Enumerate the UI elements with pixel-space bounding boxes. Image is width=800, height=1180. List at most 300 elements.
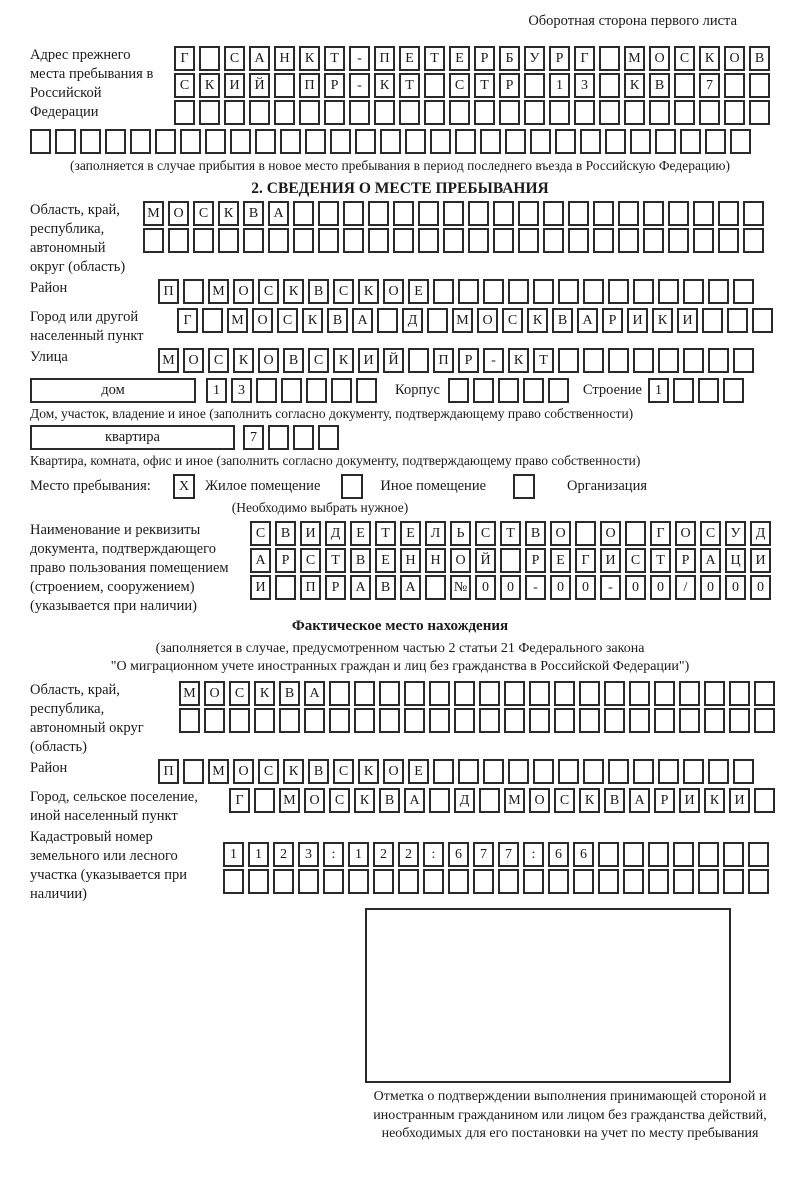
char-cell[interactable]	[256, 378, 277, 403]
char-cell[interactable]: №	[450, 575, 471, 600]
char-cell[interactable]	[223, 869, 244, 894]
char-cell[interactable]	[558, 279, 579, 304]
char-cell[interactable]: 3	[231, 378, 252, 403]
char-cell[interactable]: С	[250, 521, 271, 546]
char-cell[interactable]	[243, 228, 264, 253]
char-cell[interactable]	[579, 681, 600, 706]
char-cell[interactable]: А	[304, 681, 325, 706]
char-cell[interactable]: Г	[229, 788, 250, 813]
char-cell[interactable]	[356, 378, 377, 403]
char-cell[interactable]	[555, 129, 576, 154]
char-cell[interactable]: В	[243, 201, 264, 226]
char-cell[interactable]	[183, 279, 204, 304]
char-cell[interactable]: И	[750, 548, 771, 573]
char-cell[interactable]: Д	[750, 521, 771, 546]
char-cell[interactable]	[598, 842, 619, 867]
char-cell[interactable]	[130, 129, 151, 154]
char-cell[interactable]: О	[383, 279, 404, 304]
char-cell[interactable]	[698, 869, 719, 894]
char-cell[interactable]: 1	[206, 378, 227, 403]
char-cell[interactable]	[699, 100, 720, 125]
char-cell[interactable]	[508, 759, 529, 784]
char-cell[interactable]	[749, 73, 770, 98]
char-cell[interactable]: Р	[525, 548, 546, 573]
char-cell[interactable]	[306, 378, 327, 403]
char-cell[interactable]: С	[674, 46, 695, 71]
char-cell[interactable]: К	[354, 788, 375, 813]
char-cell[interactable]: М	[208, 759, 229, 784]
char-cell[interactable]: О	[258, 348, 279, 373]
char-cell[interactable]: 0	[500, 575, 521, 600]
char-cell[interactable]	[430, 129, 451, 154]
char-cell[interactable]	[433, 759, 454, 784]
char-cell[interactable]	[404, 708, 425, 733]
char-cell[interactable]	[458, 759, 479, 784]
char-cell[interactable]: 0	[475, 575, 496, 600]
char-cell[interactable]	[733, 348, 754, 373]
char-cell[interactable]	[633, 279, 654, 304]
char-cell[interactable]	[355, 129, 376, 154]
char-cell[interactable]: В	[552, 308, 573, 333]
char-cell[interactable]: Р	[602, 308, 623, 333]
char-cell[interactable]: О	[724, 46, 745, 71]
char-cell[interactable]: С	[554, 788, 575, 813]
char-cell[interactable]	[204, 708, 225, 733]
char-cell[interactable]	[643, 228, 664, 253]
char-cell[interactable]	[683, 759, 704, 784]
char-cell[interactable]	[483, 279, 504, 304]
char-cell[interactable]	[618, 201, 639, 226]
char-cell[interactable]	[329, 708, 350, 733]
char-cell[interactable]: 7	[699, 73, 720, 98]
char-cell[interactable]	[727, 308, 748, 333]
char-cell[interactable]	[374, 100, 395, 125]
char-cell[interactable]	[658, 279, 679, 304]
char-cell[interactable]	[708, 279, 729, 304]
char-cell[interactable]	[448, 378, 469, 403]
char-cell[interactable]: Е	[375, 548, 396, 573]
char-cell[interactable]: К	[374, 73, 395, 98]
char-cell[interactable]: 0	[550, 575, 571, 600]
char-cell[interactable]: 7	[498, 842, 519, 867]
char-cell[interactable]: /	[675, 575, 696, 600]
inoe-checkbox[interactable]	[341, 474, 363, 499]
char-cell[interactable]: Г	[650, 521, 671, 546]
char-cell[interactable]: -	[525, 575, 546, 600]
char-cell[interactable]: М	[208, 279, 229, 304]
char-cell[interactable]: А	[629, 788, 650, 813]
char-cell[interactable]	[599, 73, 620, 98]
char-cell[interactable]: 3	[298, 842, 319, 867]
char-cell[interactable]	[298, 869, 319, 894]
char-cell[interactable]	[583, 348, 604, 373]
char-cell[interactable]	[683, 348, 704, 373]
char-cell[interactable]: О	[168, 201, 189, 226]
char-cell[interactable]	[425, 575, 446, 600]
char-cell[interactable]: М	[504, 788, 525, 813]
char-cell[interactable]	[668, 201, 689, 226]
char-cell[interactable]	[618, 228, 639, 253]
char-cell[interactable]	[174, 100, 195, 125]
char-cell[interactable]: И	[300, 521, 321, 546]
char-cell[interactable]: Т	[650, 548, 671, 573]
char-cell[interactable]	[668, 228, 689, 253]
char-cell[interactable]: С	[625, 548, 646, 573]
char-cell[interactable]: 0	[725, 575, 746, 600]
char-cell[interactable]	[293, 425, 314, 450]
char-cell[interactable]	[729, 708, 750, 733]
char-cell[interactable]: 0	[575, 575, 596, 600]
char-cell[interactable]: Н	[400, 548, 421, 573]
char-cell[interactable]	[393, 228, 414, 253]
char-cell[interactable]	[673, 869, 694, 894]
char-cell[interactable]	[524, 100, 545, 125]
char-cell[interactable]: В	[350, 548, 371, 573]
char-cell[interactable]	[143, 228, 164, 253]
char-cell[interactable]	[408, 348, 429, 373]
char-cell[interactable]: В	[275, 521, 296, 546]
char-cell[interactable]	[455, 129, 476, 154]
char-cell[interactable]	[508, 279, 529, 304]
char-cell[interactable]	[183, 759, 204, 784]
char-cell[interactable]	[318, 228, 339, 253]
char-cell[interactable]: -	[349, 46, 370, 71]
char-cell[interactable]	[749, 100, 770, 125]
char-cell[interactable]	[623, 842, 644, 867]
char-cell[interactable]: К	[358, 279, 379, 304]
char-cell[interactable]	[280, 129, 301, 154]
char-cell[interactable]: Т	[533, 348, 554, 373]
char-cell[interactable]	[624, 100, 645, 125]
char-cell[interactable]	[348, 869, 369, 894]
char-cell[interactable]	[574, 100, 595, 125]
char-cell[interactable]	[754, 788, 775, 813]
char-cell[interactable]	[630, 129, 651, 154]
char-cell[interactable]	[331, 378, 352, 403]
char-cell[interactable]	[368, 201, 389, 226]
char-cell[interactable]	[423, 869, 444, 894]
char-cell[interactable]	[625, 521, 646, 546]
char-cell[interactable]: К	[283, 759, 304, 784]
char-cell[interactable]	[379, 681, 400, 706]
char-cell[interactable]	[405, 129, 426, 154]
char-cell[interactable]: И	[729, 788, 750, 813]
char-cell[interactable]: О	[304, 788, 325, 813]
char-cell[interactable]: Р	[549, 46, 570, 71]
char-cell[interactable]: О	[550, 521, 571, 546]
char-cell[interactable]: 2	[398, 842, 419, 867]
char-cell[interactable]	[229, 708, 250, 733]
char-cell[interactable]: :	[323, 842, 344, 867]
char-cell[interactable]	[723, 869, 744, 894]
char-cell[interactable]: С	[277, 308, 298, 333]
char-cell[interactable]	[593, 228, 614, 253]
char-cell[interactable]	[504, 681, 525, 706]
char-cell[interactable]: И	[358, 348, 379, 373]
char-cell[interactable]	[648, 842, 669, 867]
char-cell[interactable]: К	[283, 279, 304, 304]
char-cell[interactable]: В	[283, 348, 304, 373]
char-cell[interactable]	[279, 708, 300, 733]
char-cell[interactable]	[168, 228, 189, 253]
char-cell[interactable]: 1	[549, 73, 570, 98]
char-cell[interactable]	[583, 279, 604, 304]
char-cell[interactable]	[205, 129, 226, 154]
char-cell[interactable]: Н	[425, 548, 446, 573]
char-cell[interactable]: О	[450, 548, 471, 573]
char-cell[interactable]	[468, 201, 489, 226]
char-cell[interactable]	[593, 201, 614, 226]
char-cell[interactable]: О	[600, 521, 621, 546]
char-cell[interactable]	[433, 279, 454, 304]
char-cell[interactable]	[273, 869, 294, 894]
char-cell[interactable]	[748, 842, 769, 867]
char-cell[interactable]: Т	[399, 73, 420, 98]
char-cell[interactable]	[474, 100, 495, 125]
char-cell[interactable]: О	[675, 521, 696, 546]
char-cell[interactable]	[599, 100, 620, 125]
char-cell[interactable]	[368, 228, 389, 253]
char-cell[interactable]	[708, 348, 729, 373]
char-cell[interactable]	[454, 708, 475, 733]
char-cell[interactable]: К	[652, 308, 673, 333]
char-cell[interactable]: Т	[375, 521, 396, 546]
char-cell[interactable]: Е	[408, 759, 429, 784]
char-cell[interactable]: С	[224, 46, 245, 71]
char-cell[interactable]	[654, 708, 675, 733]
char-cell[interactable]: О	[233, 759, 254, 784]
char-cell[interactable]	[274, 100, 295, 125]
char-cell[interactable]: В	[308, 759, 329, 784]
char-cell[interactable]	[473, 869, 494, 894]
char-cell[interactable]	[55, 129, 76, 154]
char-cell[interactable]: П	[299, 73, 320, 98]
char-cell[interactable]: Т	[500, 521, 521, 546]
char-cell[interactable]	[354, 681, 375, 706]
char-cell[interactable]: Т	[324, 46, 345, 71]
char-cell[interactable]	[533, 759, 554, 784]
char-cell[interactable]	[568, 228, 589, 253]
char-cell[interactable]	[449, 100, 470, 125]
char-cell[interactable]	[458, 279, 479, 304]
char-cell[interactable]: Е	[550, 548, 571, 573]
char-cell[interactable]: Р	[458, 348, 479, 373]
char-cell[interactable]: Г	[174, 46, 195, 71]
char-cell[interactable]: С	[193, 201, 214, 226]
char-cell[interactable]: Г	[575, 548, 596, 573]
char-cell[interactable]	[105, 129, 126, 154]
char-cell[interactable]	[548, 378, 569, 403]
char-cell[interactable]	[693, 228, 714, 253]
char-cell[interactable]: С	[308, 348, 329, 373]
char-cell[interactable]	[518, 228, 539, 253]
char-cell[interactable]: С	[475, 521, 496, 546]
char-cell[interactable]	[648, 869, 669, 894]
char-cell[interactable]: С	[502, 308, 523, 333]
char-cell[interactable]: А	[350, 575, 371, 600]
char-cell[interactable]	[281, 378, 302, 403]
char-cell[interactable]	[380, 129, 401, 154]
char-cell[interactable]: А	[268, 201, 289, 226]
char-cell[interactable]	[754, 708, 775, 733]
char-cell[interactable]	[674, 100, 695, 125]
char-cell[interactable]: С	[229, 681, 250, 706]
char-cell[interactable]: 0	[625, 575, 646, 600]
char-cell[interactable]: Й	[475, 548, 496, 573]
char-cell[interactable]	[693, 201, 714, 226]
char-cell[interactable]: В	[749, 46, 770, 71]
char-cell[interactable]	[580, 129, 601, 154]
char-cell[interactable]	[605, 129, 626, 154]
char-cell[interactable]	[324, 100, 345, 125]
char-cell[interactable]: В	[308, 279, 329, 304]
char-cell[interactable]	[573, 869, 594, 894]
char-cell[interactable]: Н	[274, 46, 295, 71]
char-cell[interactable]: 2	[273, 842, 294, 867]
char-cell[interactable]	[454, 681, 475, 706]
char-cell[interactable]: А	[577, 308, 598, 333]
char-cell[interactable]	[499, 100, 520, 125]
char-cell[interactable]	[524, 73, 545, 98]
char-cell[interactable]: 7	[473, 842, 494, 867]
char-cell[interactable]	[443, 201, 464, 226]
char-cell[interactable]: М	[143, 201, 164, 226]
char-cell[interactable]	[493, 201, 514, 226]
char-cell[interactable]	[30, 129, 51, 154]
char-cell[interactable]	[249, 100, 270, 125]
char-cell[interactable]	[679, 681, 700, 706]
char-cell[interactable]	[723, 378, 744, 403]
char-cell[interactable]: М	[179, 681, 200, 706]
char-cell[interactable]: С	[174, 73, 195, 98]
char-cell[interactable]: С	[208, 348, 229, 373]
char-cell[interactable]: :	[423, 842, 444, 867]
char-cell[interactable]: С	[329, 788, 350, 813]
char-cell[interactable]: Б	[499, 46, 520, 71]
char-cell[interactable]: К	[233, 348, 254, 373]
char-cell[interactable]	[199, 100, 220, 125]
char-cell[interactable]	[293, 201, 314, 226]
char-cell[interactable]	[424, 73, 445, 98]
char-cell[interactable]: О	[649, 46, 670, 71]
char-cell[interactable]: В	[649, 73, 670, 98]
char-cell[interactable]	[399, 100, 420, 125]
char-cell[interactable]	[724, 73, 745, 98]
char-cell[interactable]: Й	[249, 73, 270, 98]
char-cell[interactable]: В	[327, 308, 348, 333]
char-cell[interactable]: К	[579, 788, 600, 813]
char-cell[interactable]	[608, 279, 629, 304]
char-cell[interactable]	[718, 228, 739, 253]
char-cell[interactable]: В	[604, 788, 625, 813]
char-cell[interactable]: И	[677, 308, 698, 333]
char-cell[interactable]	[329, 681, 350, 706]
char-cell[interactable]: М	[279, 788, 300, 813]
char-cell[interactable]: С	[700, 521, 721, 546]
char-cell[interactable]: К	[299, 46, 320, 71]
char-cell[interactable]	[293, 228, 314, 253]
char-cell[interactable]: 1	[648, 378, 669, 403]
char-cell[interactable]	[518, 201, 539, 226]
char-cell[interactable]	[254, 788, 275, 813]
char-cell[interactable]	[479, 708, 500, 733]
char-cell[interactable]	[724, 100, 745, 125]
char-cell[interactable]: 0	[650, 575, 671, 600]
char-cell[interactable]: О	[529, 788, 550, 813]
char-cell[interactable]	[180, 129, 201, 154]
char-cell[interactable]: 2	[373, 842, 394, 867]
char-cell[interactable]: Л	[425, 521, 446, 546]
char-cell[interactable]	[558, 348, 579, 373]
char-cell[interactable]: 6	[548, 842, 569, 867]
char-cell[interactable]: М	[158, 348, 179, 373]
char-cell[interactable]	[673, 842, 694, 867]
char-cell[interactable]: И	[600, 548, 621, 573]
char-cell[interactable]	[543, 228, 564, 253]
char-cell[interactable]: 6	[573, 842, 594, 867]
char-cell[interactable]: К	[199, 73, 220, 98]
char-cell[interactable]: Ь	[450, 521, 471, 546]
char-cell[interactable]	[193, 228, 214, 253]
dom-type-box[interactable]: дом	[30, 378, 196, 403]
char-cell[interactable]: Р	[499, 73, 520, 98]
char-cell[interactable]	[330, 129, 351, 154]
char-cell[interactable]	[558, 759, 579, 784]
char-cell[interactable]: К	[218, 201, 239, 226]
char-cell[interactable]: А	[352, 308, 373, 333]
char-cell[interactable]: :	[523, 842, 544, 867]
char-cell[interactable]: Т	[474, 73, 495, 98]
char-cell[interactable]	[523, 378, 544, 403]
char-cell[interactable]	[354, 708, 375, 733]
char-cell[interactable]	[500, 548, 521, 573]
char-cell[interactable]	[549, 100, 570, 125]
char-cell[interactable]	[418, 228, 439, 253]
char-cell[interactable]: И	[627, 308, 648, 333]
char-cell[interactable]: С	[258, 279, 279, 304]
char-cell[interactable]	[649, 100, 670, 125]
char-cell[interactable]	[505, 129, 526, 154]
char-cell[interactable]	[658, 759, 679, 784]
char-cell[interactable]	[155, 129, 176, 154]
char-cell[interactable]: Т	[424, 46, 445, 71]
char-cell[interactable]: У	[725, 521, 746, 546]
char-cell[interactable]	[179, 708, 200, 733]
char-cell[interactable]: А	[404, 788, 425, 813]
char-cell[interactable]	[752, 308, 773, 333]
char-cell[interactable]	[299, 100, 320, 125]
char-cell[interactable]	[654, 681, 675, 706]
char-cell[interactable]: 6	[448, 842, 469, 867]
char-cell[interactable]	[529, 681, 550, 706]
char-cell[interactable]: П	[158, 759, 179, 784]
char-cell[interactable]	[493, 228, 514, 253]
char-cell[interactable]	[743, 228, 764, 253]
char-cell[interactable]: О	[252, 308, 273, 333]
char-cell[interactable]	[483, 759, 504, 784]
char-cell[interactable]	[705, 129, 726, 154]
char-cell[interactable]: А	[700, 548, 721, 573]
char-cell[interactable]: В	[279, 681, 300, 706]
char-cell[interactable]	[230, 129, 251, 154]
char-cell[interactable]: П	[158, 279, 179, 304]
char-cell[interactable]	[318, 201, 339, 226]
char-cell[interactable]: Е	[400, 521, 421, 546]
char-cell[interactable]: -	[483, 348, 504, 373]
char-cell[interactable]	[479, 788, 500, 813]
char-cell[interactable]	[598, 869, 619, 894]
char-cell[interactable]: Е	[350, 521, 371, 546]
